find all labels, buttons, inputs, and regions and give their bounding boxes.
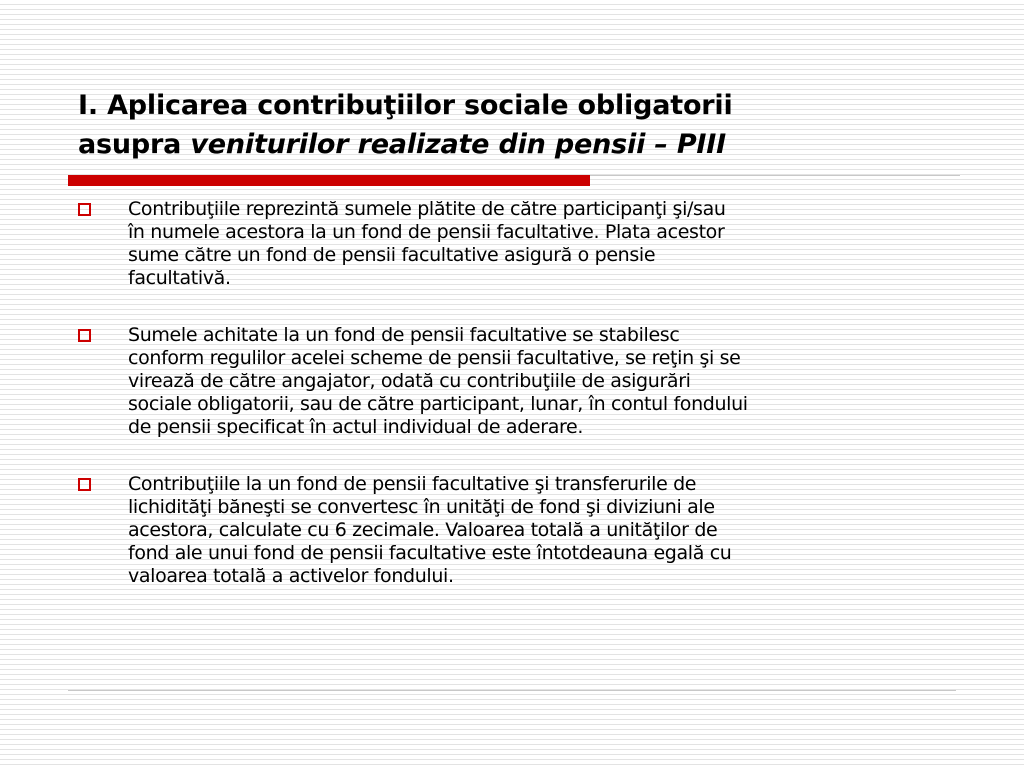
bullet-list: [78, 198, 958, 622]
title-line-2-plain: asupra: [78, 129, 191, 160]
bullet-item-1: [78, 198, 958, 290]
bullet-text-line: sume către un fond de pensii facultative asigură o pensie: [128, 244, 656, 266]
square-bullet-icon: [78, 329, 91, 342]
bullet-text-line: valoarea totală a activelor fondului.: [128, 565, 454, 587]
bullet-text-line: lichidităţi băneşti se convertesc în unităţi de fond şi diviziuni ale: [128, 496, 715, 518]
square-bullet-icon: [78, 478, 91, 491]
title-underline-accent: [68, 175, 590, 186]
bullet-text-line: fond ale unui fond de pensii facultative este întotdeauna egală cu: [128, 542, 732, 564]
bullet-item-3: [78, 473, 958, 588]
bullet-text-line: de pensii specificat în actul individual de aderare.: [128, 416, 584, 438]
square-bullet-icon: [78, 203, 91, 216]
bullet-text-line: virează de către angajator, odată cu contribuţiile de asigurări: [128, 370, 691, 392]
bullet-text-line: în numele acestora la un fond de pensii facultative. Plata acestor: [128, 221, 725, 243]
bullet-text-line: conform regulilor acelei scheme de pensii facultative, se reţin şi se: [128, 347, 741, 369]
bullet-text-line: facultativă.: [128, 267, 231, 289]
bullet-item-2: [78, 324, 958, 439]
bullet-text-line: sociale obligatorii, sau de către participant, lunar, în contul fondului: [128, 393, 748, 415]
bullet-text-line: acestora, calculate cu 6 zecimale. Valoarea totală a unităţilor de: [128, 519, 718, 541]
title-line-1: I. Aplicarea contribuţiilor sociale obligatorii: [78, 90, 733, 121]
bullet-text-line: Contribuţiile la un fond de pensii facultative şi transferurile de: [128, 473, 697, 495]
footer-rule: [68, 690, 956, 691]
bullet-text-line: Contribuţiile reprezintă sumele plătite de către participanţi şi/sau: [128, 198, 726, 220]
slide-title: [78, 86, 978, 164]
bullet-text-line: Sumele achitate la un fond de pensii facultative se stabilesc: [128, 324, 680, 346]
title-underline-thin: [590, 175, 960, 176]
title-line-2: [78, 125, 978, 164]
title-line-2-italic: veniturilor realizate din pensii – PIII: [190, 129, 726, 160]
